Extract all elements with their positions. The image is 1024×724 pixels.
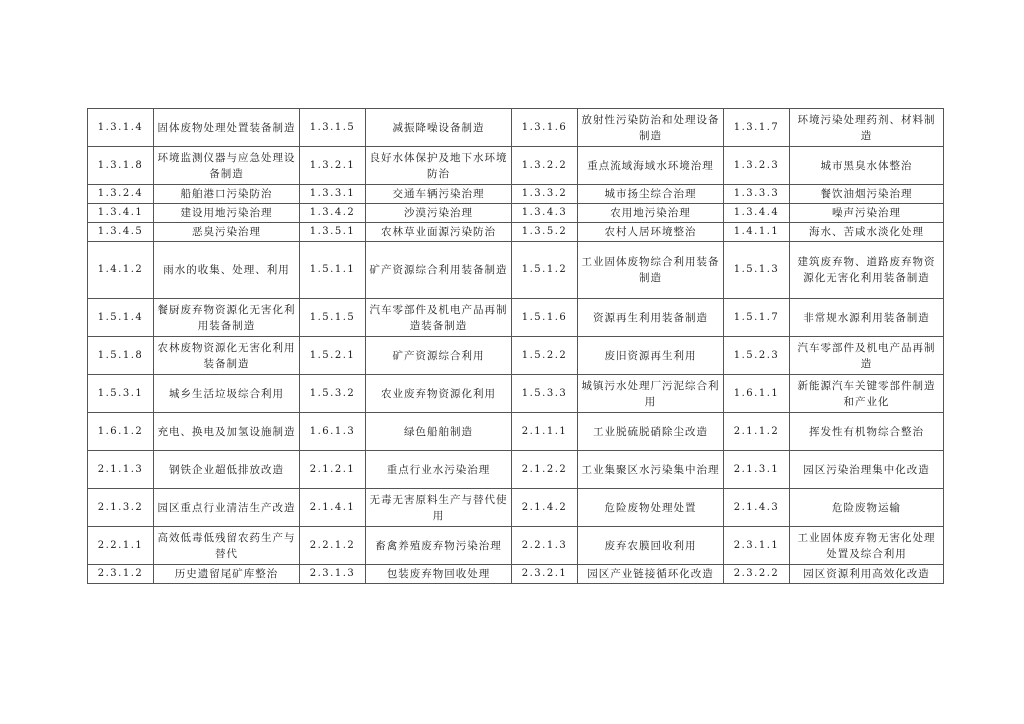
category-code-cell: 1.6.1.2 [88, 413, 154, 451]
category-code-cell: 1.5.1.5 [300, 299, 366, 337]
category-code-cell: 1.3.2.1 [300, 147, 366, 185]
category-code-cell: 2.3.2.2 [724, 565, 790, 584]
table-row [88, 565, 944, 584]
category-name-cell: 恶臭污染治理 [154, 223, 300, 242]
category-code-cell: 2.1.3.1 [724, 451, 790, 489]
category-code-cell: 1.3.3.2 [512, 185, 578, 204]
category-code-cell: 1.5.1.4 [88, 299, 154, 337]
table-row [88, 451, 944, 489]
category-name-cell: 废弃农膜回收利用 [578, 527, 724, 565]
category-code-cell: 1.5.1.6 [512, 299, 578, 337]
category-name-cell: 工业固体废弃物无害化处理处置及综合利用 [790, 527, 944, 565]
category-name-cell: 历史遗留尾矿库整治 [154, 565, 300, 584]
category-name-cell: 废旧资源再生利用 [578, 337, 724, 375]
category-name-cell: 减振降噪设备制造 [366, 109, 512, 147]
table-row [88, 375, 944, 413]
table-row [88, 337, 944, 375]
category-code-cell: 1.5.1.7 [724, 299, 790, 337]
category-code-cell: 2.1.2.1 [300, 451, 366, 489]
category-code-cell: 1.5.3.1 [88, 375, 154, 413]
category-name-cell: 环境污染处理药剂、材料制造 [790, 109, 944, 147]
category-name-cell: 噪声污染治理 [790, 204, 944, 223]
category-name-cell: 放射性污染防治和处理设备制造 [578, 109, 724, 147]
category-code-cell: 1.3.1.6 [512, 109, 578, 147]
category-code-cell: 1.5.2.1 [300, 337, 366, 375]
category-name-cell: 农用地污染治理 [578, 204, 724, 223]
category-code-cell: 2.1.1.2 [724, 413, 790, 451]
category-name-cell: 绿色船舶制造 [366, 413, 512, 451]
category-name-cell: 汽车零部件及机电产品再制造装备制造 [366, 299, 512, 337]
category-code-cell: 2.3.1.1 [724, 527, 790, 565]
category-code-cell: 1.6.1.3 [300, 413, 366, 451]
category-code-cell: 1.5.1.8 [88, 337, 154, 375]
category-name-cell: 汽车零部件及机电产品再制造 [790, 337, 944, 375]
category-code-cell: 2.3.1.3 [300, 565, 366, 584]
category-code-cell: 1.3.2.2 [512, 147, 578, 185]
category-name-cell: 园区重点行业清洁生产改造 [154, 489, 300, 527]
category-code-cell: 1.3.4.4 [724, 204, 790, 223]
category-code-cell: 1.5.3.2 [300, 375, 366, 413]
category-code-cell: 1.3.1.4 [88, 109, 154, 147]
category-name-cell: 畜禽养殖废弃物污染治理 [366, 527, 512, 565]
category-code-cell: 2.2.1.1 [88, 527, 154, 565]
category-name-cell: 城乡生活垃圾综合利用 [154, 375, 300, 413]
category-code-cell: 2.1.4.2 [512, 489, 578, 527]
category-code-cell: 1.5.2.2 [512, 337, 578, 375]
category-name-cell: 重点流域海域水环境治理 [578, 147, 724, 185]
category-name-cell: 园区污染治理集中化改造 [790, 451, 944, 489]
category-name-cell: 农村人居环境整治 [578, 223, 724, 242]
category-code-cell: 1.3.4.1 [88, 204, 154, 223]
category-code-cell: 2.1.3.2 [88, 489, 154, 527]
table-row [88, 147, 944, 185]
category-name-cell: 工业固体废物综合利用装备制造 [578, 242, 724, 299]
category-name-cell: 钢铁企业超低排放改造 [154, 451, 300, 489]
category-name-cell: 资源再生利用装备制造 [578, 299, 724, 337]
category-code-cell: 1.3.5.1 [300, 223, 366, 242]
category-name-cell: 矿产资源综合利用 [366, 337, 512, 375]
category-code-cell: 1.3.4.5 [88, 223, 154, 242]
category-name-cell: 危险废物处理处置 [578, 489, 724, 527]
category-code-cell: 1.3.1.5 [300, 109, 366, 147]
category-name-cell: 建设用地污染治理 [154, 204, 300, 223]
category-name-cell: 高效低毒低残留农药生产与替代 [154, 527, 300, 565]
category-name-cell: 农业废弃物资源化利用 [366, 375, 512, 413]
category-name-cell: 挥发性有机物综合整治 [790, 413, 944, 451]
category-name-cell: 无毒无害原料生产与替代使用 [366, 489, 512, 527]
category-name-cell: 农林废物资源化无害化利用装备制造 [154, 337, 300, 375]
table-row [88, 223, 944, 242]
category-name-cell: 城市扬尘综合治理 [578, 185, 724, 204]
category-name-cell: 重点行业水污染治理 [366, 451, 512, 489]
category-code-cell: 1.5.1.1 [300, 242, 366, 299]
category-name-cell: 海水、苦咸水淡化处理 [790, 223, 944, 242]
category-name-cell: 工业集聚区水污染集中治理 [578, 451, 724, 489]
category-name-cell: 新能源汽车关键零部件制造和产业化 [790, 375, 944, 413]
category-name-cell: 非常规水源利用装备制造 [790, 299, 944, 337]
category-name-cell: 城镇污水处理厂污泥综合利用 [578, 375, 724, 413]
table-row [88, 185, 944, 204]
category-name-cell: 城市黑臭水体整治 [790, 147, 944, 185]
table-row [88, 242, 944, 299]
category-code-cell: 2.3.2.1 [512, 565, 578, 584]
category-code-cell: 1.4.1.1 [724, 223, 790, 242]
category-code-cell: 2.1.4.1 [300, 489, 366, 527]
category-name-cell: 餐厨废弃物资源化无害化利用装备制造 [154, 299, 300, 337]
table-row [88, 204, 944, 223]
category-name-cell: 危险废物运输 [790, 489, 944, 527]
category-name-cell: 充电、换电及加氢设施制造 [154, 413, 300, 451]
category-name-cell: 园区资源利用高效化改造 [790, 565, 944, 584]
category-code-cell: 1.3.1.7 [724, 109, 790, 147]
category-code-cell: 1.6.1.1 [724, 375, 790, 413]
category-name-cell: 建筑废弃物、道路废弃物资源化无害化利用装备制造 [790, 242, 944, 299]
table-row [88, 299, 944, 337]
category-name-cell: 包装废弃物回收处理 [366, 565, 512, 584]
category-code-cell: 2.3.1.2 [88, 565, 154, 584]
category-name-cell: 固体废物处理处置装备制造 [154, 109, 300, 147]
category-code-cell: 1.3.3.3 [724, 185, 790, 204]
category-code-cell: 1.5.1.2 [512, 242, 578, 299]
category-code-cell: 1.3.2.4 [88, 185, 154, 204]
table-row [88, 489, 944, 527]
category-code-cell: 1.3.2.3 [724, 147, 790, 185]
category-code-cell: 1.5.1.3 [724, 242, 790, 299]
category-code-cell: 1.3.4.3 [512, 204, 578, 223]
category-code-cell: 1.3.5.2 [512, 223, 578, 242]
category-name-cell: 环境监测仪器与应急处理设备制造 [154, 147, 300, 185]
category-name-cell: 沙漠污染治理 [366, 204, 512, 223]
table-row [88, 413, 944, 451]
category-code-cell: 2.1.4.3 [724, 489, 790, 527]
category-code-cell: 2.1.1.1 [512, 413, 578, 451]
table-row [88, 109, 944, 147]
category-code-cell: 1.5.3.3 [512, 375, 578, 413]
category-code-cell: 2.1.1.3 [88, 451, 154, 489]
category-code-cell: 1.3.1.8 [88, 147, 154, 185]
category-code-cell: 2.2.1.3 [512, 527, 578, 565]
category-code-cell: 1.4.1.2 [88, 242, 154, 299]
category-name-cell: 交通车辆污染治理 [366, 185, 512, 204]
category-name-cell: 工业脱硫脱硝除尘改造 [578, 413, 724, 451]
category-code-cell: 1.3.3.1 [300, 185, 366, 204]
category-name-cell: 船舶港口污染防治 [154, 185, 300, 204]
category-name-cell: 餐饮油烟污染治理 [790, 185, 944, 204]
category-code-cell: 1.3.4.2 [300, 204, 366, 223]
category-name-cell: 雨水的收集、处理、利用 [154, 242, 300, 299]
category-code-cell: 1.5.2.3 [724, 337, 790, 375]
table-row [88, 527, 944, 565]
category-code-cell: 2.2.1.2 [300, 527, 366, 565]
category-code-cell: 2.1.2.2 [512, 451, 578, 489]
category-name-cell: 农林草业面源污染防治 [366, 223, 512, 242]
category-name-cell: 良好水体保护及地下水环境防治 [366, 147, 512, 185]
category-name-cell: 园区产业链接循环化改造 [578, 565, 724, 584]
category-name-cell: 矿产资源综合利用装备制造 [366, 242, 512, 299]
classification-table [87, 108, 944, 584]
